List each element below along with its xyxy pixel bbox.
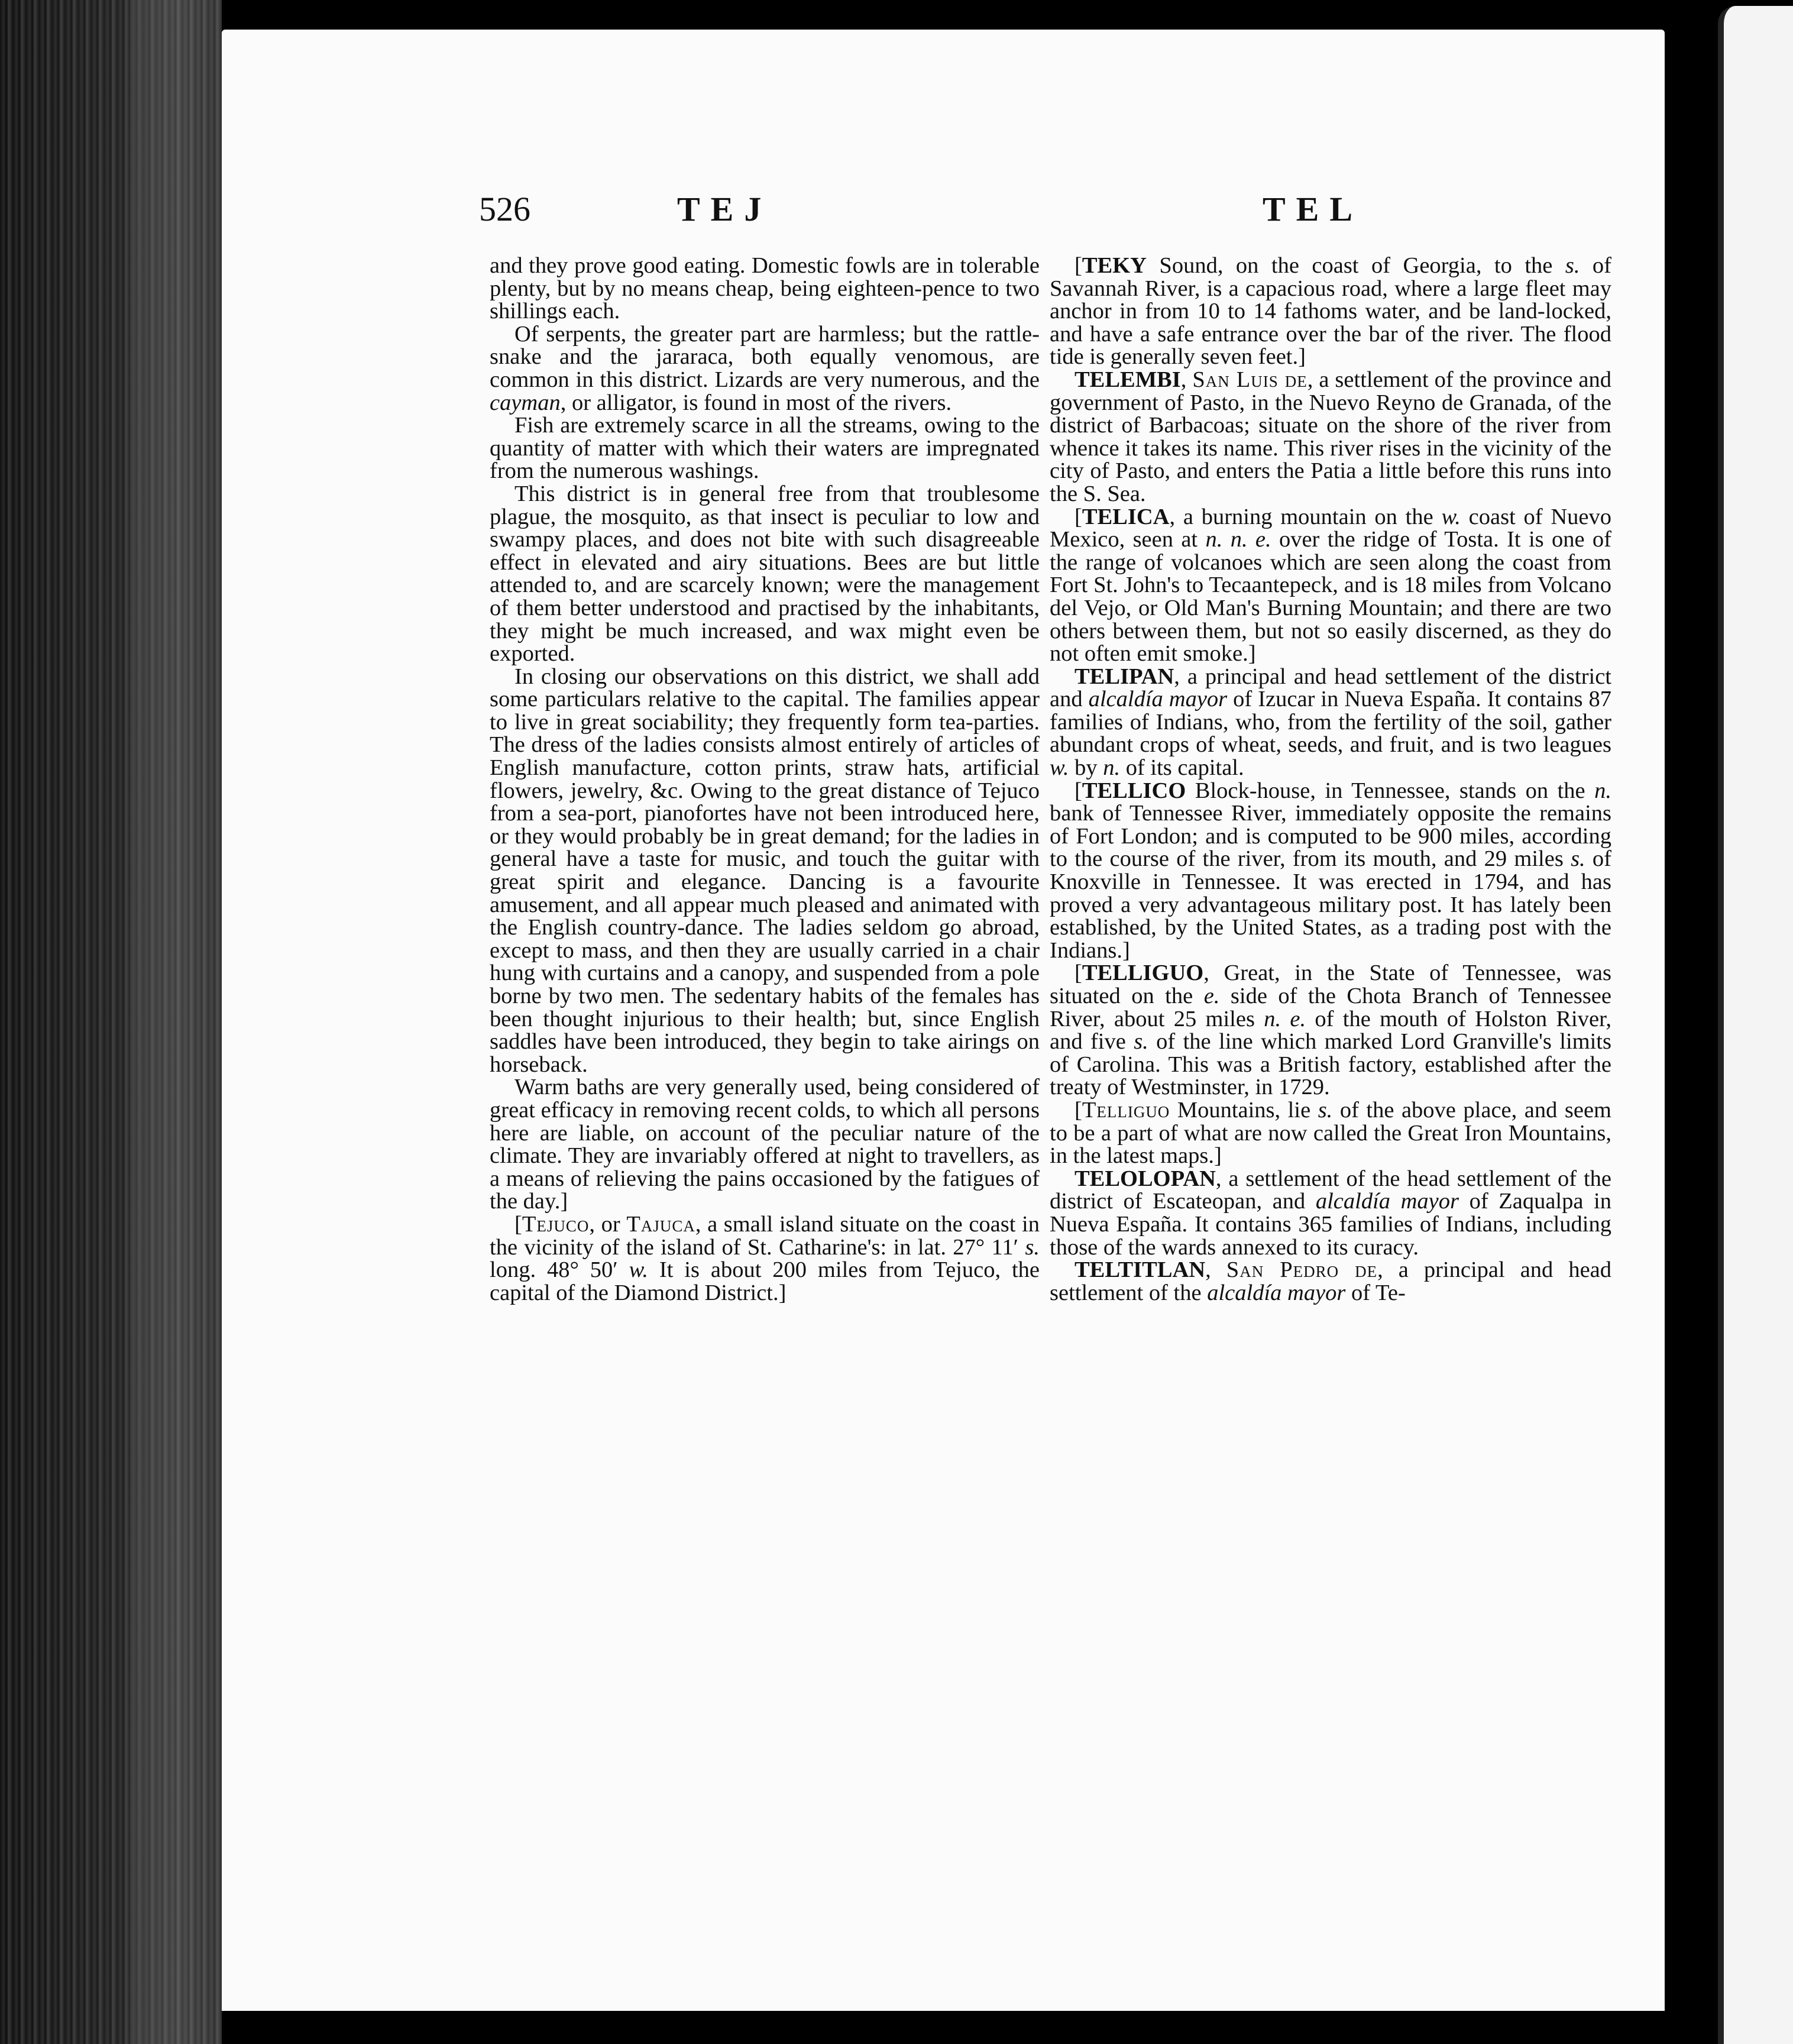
text-run: , or [589,1211,627,1237]
text-run: , Great, in the State of Tennessee, was situated on the [1050,960,1611,1008]
text-run: Of serpents, the greater part are harmless; but the rattle-snake and the jararaca, both equally venomous, are common in this district. Lizards are very numerous, and the [490,321,1040,392]
small-caps-name: San Luis de [1192,367,1307,392]
text-run: over the ridge of Tosta. It is one of the range of volcanoes which are seen along the coast from Fort St. John's to Tecaantepeck, and is 18 miles from Volcano del Vejo, or Old Man's Burning Mountain; and there are two others between them, but not so easily discerned, as they do not often emit smoke.] [1050,527,1611,667]
text-run: of the above place, and seem to be a part of what are now called the Great Iron Mountains, in the latest maps.] [1050,1097,1611,1169]
headword: Tejuco [522,1211,590,1237]
entry-telliguo [1050,962,1611,1099]
italic-term: cayman [490,390,561,415]
italic-abbrev: n. [1594,778,1611,803]
headword: TELLIGUO [1082,960,1204,986]
text-run: , a small island situate on the coast in the vicinity of the island of St. Catharine's: in lat. 27° 11′ [490,1211,1040,1260]
text-run: of Te- [1345,1280,1406,1305]
entry-teltitlan [1050,1259,1611,1304]
text-run: bank of Tennessee River, immediately opposite the remains of Fort London; and is computed to be 900 miles, according to the course of the river, from its mouth, and 29 miles [1050,801,1611,872]
italic-abbrev: n. [1103,755,1121,781]
text-run: It is about 200 miles from Tejuco, the capital of the Diamond District.] [490,1257,1040,1305]
small-caps-name: Telliguo [1082,1097,1170,1123]
entry-telembi [1050,368,1611,506]
paragraph: and they prove good eating. Domestic fowls are in tolerable plenty, but by no means cheap, being eighteen-pence to two shillings each. [490,253,1040,324]
guide-word-left: TEJ [677,190,772,228]
text-run: , [1180,367,1193,392]
bracket: [ [1074,253,1082,278]
entry-tellico [1050,780,1611,962]
text-run: long. 48° 50′ [490,1257,629,1283]
italic-abbrev: s. [1565,253,1580,278]
bracket: [ [1074,960,1082,986]
italic-abbrev: s. [1571,846,1585,872]
bracket: [ [1074,504,1082,529]
running-header [479,189,1366,231]
italic-abbrev: s. [1134,1029,1148,1055]
text-run: of its capital. [1120,755,1244,781]
text-run: , a principal and head settlement of the [1050,1257,1611,1305]
italic-abbrev: e. [1203,984,1220,1008]
text-run: by [1069,755,1103,781]
text-run: Mountains, lie [1170,1097,1318,1123]
right-column [1050,254,1611,1304]
paragraph: Warm baths are very generally used, being considered of great efficacy in removing recent colds, to which all persons here are liable, on account of the peculiar nature of the climate. They are invariably offered at night to travellers, as a means of relieving the pains occasioned by the fatigues of the day.] [490,1075,1040,1214]
headword: TELICA [1082,504,1170,529]
headword: TELTITLAN [1074,1257,1206,1283]
headword: TELLICO [1082,778,1186,803]
text-run: of the mouth of Holston River, and five [1050,1006,1611,1055]
entry-telipan [1050,665,1611,780]
text-run: coast of Nuevo Mexico, seen at [1050,504,1611,552]
headword: TEKY [1082,253,1147,278]
text-run: , a settlement of the province and government of Pasto, in the Nuevo Reyno de Granada, of the district of Barbacoas; situate on the shore of the river from whence it takes its name. This river rises in the vicinity of the city of Pasto, and enters the Patia a little before this runs into the S. Sea. [1050,367,1611,506]
small-caps-name: San Pedro de [1226,1257,1378,1283]
italic-term: alcaldía mayor [1207,1280,1346,1305]
entry-tejuco [490,1213,1040,1304]
paragraph: This district is in general free from that troublesome plague, the mosquito, as that insect is peculiar to low and swampy places, and does not bite with such disagreeable effect in elevated and airy situations. Bees are but little attended to, and are scarcely known; were the management of them better understood and practised by the inhabitants, they might be much increased, and wax might even be exported. [490,481,1040,667]
italic-abbrev: w. [629,1257,649,1283]
entry-telliguo-mountains [1050,1099,1611,1167]
text-run: , a settlement of the head settlement of the district of Escateopan, and [1050,1166,1611,1214]
italic-abbrev: s. [1318,1097,1333,1123]
page-edge-shadow [130,0,225,2044]
text-run: Block-house, in Tennessee, stands on the [1186,778,1595,803]
text-run: of Izucar in Nueva España. It contains 87 families of Indians, who, from the fertility of the soil, gather abundant crops of wheat, seeds, and fruit, and is two leagues [1050,687,1611,758]
italic-term: alcaldía mayor [1315,1189,1459,1214]
facing-page-edge [1718,6,1793,2044]
entry-telica [1050,506,1611,665]
text-run: , a principal and head settlement of the district and [1050,664,1611,712]
paragraph: In closing our observations on this district, we shall add some particulars relative to the capital. The families appear to live in great sociability; they frequently form tea-parties. The dress of the ladies consists almost entirely of articles of English manufacture, cotton prints, straw hats, artificial flowers, jewelry, &c. Owing to the great distance of Tejuco from a sea-port, pianofortes have not been introduced here, or they would probably be in great demand; for the ladies in general have a taste for music, and touch the guitar with great spirit and elegance. Dancing is a favourite amusement, and all appear much pleased and animated with the English country-dance. The ladies seldom go abroad, except to mass, and then they are usually carried in a chair hung with curtains and a canopy, and suspended from a pole borne by two men. The sedentary habits of the females has been thought injurious to their health; but, since English saddles have been introduced, they begin to take airings on horseback. [490,664,1040,1077]
text-run: , or alligator, is found in most of the rivers. [560,390,952,415]
italic-abbrev: s. [1025,1234,1040,1260]
text-run: of Savannah River, is a capacious road, where a large fleet may anchor in from 10 to 14 fathoms water, and be land-locked, and have a safe entrance over the bar of the river. The flood tide is generally seven feet.] [1050,253,1611,370]
left-column [490,254,1040,1304]
italic-abbrev: w. [1050,755,1069,781]
entry-telolopan [1050,1167,1611,1259]
guide-word-right: TEL [1263,190,1364,228]
paragraph: Fish are extremely scarce in all the streams, owing to the quantity of matter with which their waters are impregnated from the numerous washings. [490,413,1040,484]
entry-teky [1050,254,1611,368]
bracket: [ [1074,778,1082,803]
headword: Tajuca [626,1211,695,1237]
bracket: [ [514,1211,522,1237]
text-run: Sound, on the coast of Georgia, to the [1146,253,1565,278]
headword: TELEMBI [1074,367,1181,392]
italic-abbrev: n. e. [1264,1006,1306,1031]
text-run: , [1205,1257,1226,1283]
text-run: of Zaqualpa in Nueva España. It contains 365 families of Indians, including those of the wards annexed to its curacy. [1050,1189,1611,1260]
text-run: of Knoxville in Tennessee. It was erected in 1794, and has proved a very advantageous military post. It has lately been established, by the United States, as a trading post with the Indians.] [1050,846,1611,963]
text-run: , a burning mountain on the [1169,504,1442,529]
headword: TELOLOPAN [1074,1166,1216,1191]
bracket: [ [1074,1097,1082,1123]
headword: TELIPAN [1074,664,1174,689]
page-number: 526 [479,190,530,228]
text-run: of the line which marked Lord Granville's limits of Carolina. This was a British factory, established after the treaty of Westminster, in 1729. [1050,1029,1611,1100]
italic-term: alcaldía mayor [1088,687,1228,712]
text-run: side of the Chota Branch of Tennessee River, about 25 miles [1050,984,1611,1031]
italic-abbrev: w. [1441,504,1461,529]
paragraph [490,323,1040,414]
italic-abbrev: n. n. e. [1205,527,1271,552]
